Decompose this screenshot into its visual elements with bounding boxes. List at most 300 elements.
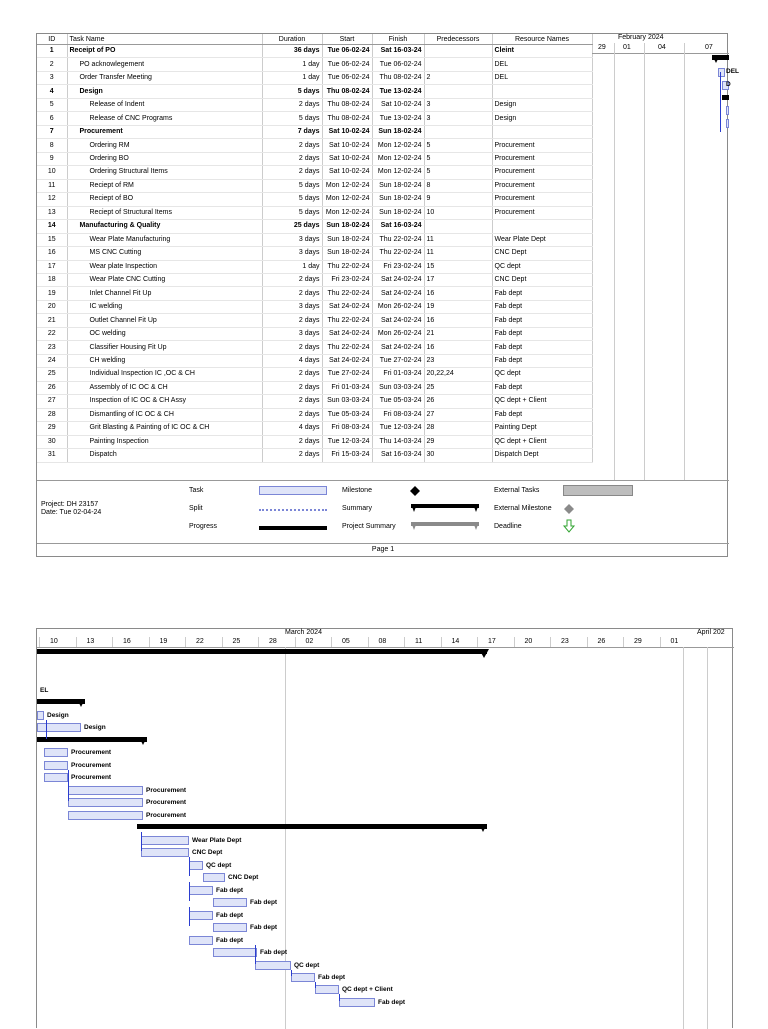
task-start: Sat 24-02-24: [322, 354, 372, 367]
external-milestone-icon: [563, 503, 575, 515]
task-row[interactable]: [37, 247, 592, 260]
task-res: DEL: [492, 58, 592, 71]
task-bar: [189, 886, 213, 895]
task-pred: 25: [424, 381, 492, 394]
task-dur: 5 days: [262, 193, 322, 206]
task-pred: 20,22,24: [424, 368, 492, 381]
task-finish: Mon 26-02-24: [372, 300, 424, 313]
task-pred: 28: [424, 422, 492, 435]
dependency-line: [68, 770, 69, 801]
tick-line: [331, 637, 332, 647]
task-start: Fri 08-03-24: [322, 422, 372, 435]
task-bar: [44, 761, 68, 770]
task-start: Mon 12-02-24: [322, 193, 372, 206]
task-bar-label: Fab dept: [250, 899, 278, 907]
date-label: Date: Tue 02-04-24: [41, 509, 102, 516]
day-tick-label: 07: [705, 44, 713, 51]
task-res: Fab dept: [492, 314, 592, 327]
task-pred: 29: [424, 435, 492, 448]
task-bar: [68, 786, 143, 795]
task-dur: 2 days: [262, 139, 322, 152]
task-res: QC dept + Client: [492, 395, 592, 408]
task-bar: [203, 873, 225, 882]
task-bar: [37, 723, 81, 732]
task-id: 9: [37, 152, 67, 165]
project-summary-bar-icon: [409, 521, 481, 531]
task-row[interactable]: [37, 314, 592, 327]
dependency-line: [315, 982, 316, 988]
gantt-chart-area: [592, 53, 739, 480]
task-dur: 2 days: [262, 341, 322, 354]
tick-line: [550, 637, 551, 647]
dependency-line: [189, 907, 190, 926]
task-dur: 7 days: [262, 125, 322, 138]
task-start: Fri 15-03-24: [322, 449, 372, 462]
summary-bar-end-marker: [139, 737, 147, 745]
task-bar-label: Fab dept: [216, 886, 244, 894]
task-name: Outlet Channel Fit Up: [67, 314, 262, 327]
day-tick-label: 26: [597, 638, 606, 645]
dependency-line: [189, 857, 190, 876]
legend-progress-label: Progress: [189, 523, 218, 530]
task-row[interactable]: [37, 220, 592, 233]
task-start: Mon 12-02-24: [322, 206, 372, 219]
column-header: Task Name: [67, 34, 262, 45]
day-tick-label: 23: [561, 638, 569, 645]
task-res: Fab dept: [492, 341, 592, 354]
task-pred: 10: [424, 206, 492, 219]
task-res: Design: [492, 112, 592, 125]
task-bar: [213, 898, 247, 907]
task-bar: [68, 798, 143, 807]
task-pred: 2: [424, 71, 492, 84]
task-name: Inspection of IC OC & CH Assy: [67, 395, 262, 408]
task-dur: 2 days: [262, 435, 322, 448]
task-dur: 2 days: [262, 381, 322, 394]
task-finish: Thu 08-02-24: [372, 71, 424, 84]
task-pred: 16: [424, 287, 492, 300]
task-finish: Mon 26-02-24: [372, 327, 424, 340]
task-id: 14: [37, 220, 67, 233]
task-start: Sat 24-02-24: [322, 300, 372, 313]
gantt-page-1: [36, 33, 739, 557]
task-bar-label: Design: [84, 724, 106, 732]
task-dur: 2 days: [262, 395, 322, 408]
task-res: QC dept: [492, 260, 592, 273]
task-pred: 30: [424, 449, 492, 462]
task-bar-label: QC dept + Client: [342, 986, 393, 994]
task-name: IC welding: [67, 300, 262, 313]
task-id: 10: [37, 166, 67, 179]
task-pred: 8: [424, 179, 492, 192]
task-bar-label: Fab dept: [250, 924, 278, 932]
column-header: Resource Names: [492, 34, 592, 45]
task-id: 11: [37, 179, 67, 192]
task-start: Sat 10-02-24: [322, 152, 372, 165]
task-pred: 11: [424, 247, 492, 260]
task-dur: 2 days: [262, 152, 322, 165]
day-tick-label: 29: [634, 638, 642, 645]
external-task-swatch: [563, 485, 633, 496]
task-start: Sun 18-02-24: [322, 220, 372, 233]
legend-progress-swatch: [259, 526, 327, 530]
task-finish: Mon 12-02-24: [372, 166, 424, 179]
legend-summary-label: Summary: [342, 505, 372, 512]
legend-external-tasks-label: External Tasks: [494, 487, 540, 494]
task-id: 27: [37, 395, 67, 408]
legend-task-label: Task: [189, 487, 204, 494]
task-name: MS CNC Cutting: [67, 247, 262, 260]
task-row[interactable]: [37, 85, 592, 98]
task-row[interactable]: [37, 233, 592, 246]
task-row[interactable]: [37, 368, 592, 381]
tick-line: [477, 637, 478, 647]
tick-line: [404, 637, 405, 647]
task-name: CH welding: [67, 354, 262, 367]
task-name: Ordering Structural Items: [67, 166, 262, 179]
task-pred: 5: [424, 139, 492, 152]
task-finish: Tue 05-03-24: [372, 395, 424, 408]
task-dur: 5 days: [262, 112, 322, 125]
task-start: Thu 22-02-24: [322, 314, 372, 327]
task-finish: Sat 24-02-24: [372, 341, 424, 354]
task-id: 19: [37, 287, 67, 300]
task-row[interactable]: [37, 112, 592, 125]
task-start: Thu 22-02-24: [322, 341, 372, 354]
task-bar: [255, 961, 291, 970]
task-row[interactable]: [37, 179, 592, 192]
task-start: Thu 08-02-24: [322, 112, 372, 125]
legend-split-swatch: [259, 509, 327, 511]
deadline-arrow-icon: [563, 519, 575, 533]
legend: [37, 480, 729, 544]
gridline: [684, 53, 685, 480]
task-dur: 2 days: [262, 449, 322, 462]
day-tick-label: 10: [50, 638, 58, 645]
task-dur: 3 days: [262, 247, 322, 260]
task-res: Design: [492, 98, 592, 111]
task-row[interactable]: [37, 381, 592, 394]
day-tick-label: 08: [378, 638, 387, 645]
task-bar-label: DEL: [726, 68, 739, 75]
task-row[interactable]: [37, 395, 592, 408]
task-start: Sat 10-02-24: [322, 139, 372, 152]
month-label-april: April 202: [697, 629, 725, 636]
tick-line: [660, 637, 661, 647]
task-name: Dismantling of IC OC & CH: [67, 408, 262, 421]
task-row[interactable]: [37, 422, 592, 435]
task-pred: 11: [424, 233, 492, 246]
task-id: 23: [37, 341, 67, 354]
dependency-line: [339, 994, 340, 1000]
task-finish: Tue 13-02-24: [372, 85, 424, 98]
task-row[interactable]: [37, 300, 592, 313]
day-tick-label: 02: [305, 638, 314, 645]
task-row[interactable]: [37, 327, 592, 340]
task-bar-label: Procurement: [146, 786, 187, 794]
task-row[interactable]: [37, 71, 592, 84]
task-bar-label: Fab dept: [260, 949, 288, 957]
task-id: 29: [37, 422, 67, 435]
task-start: Sat 24-02-24: [322, 327, 372, 340]
task-name: Release of CNC Programs: [67, 112, 262, 125]
task-finish: Thu 22-02-24: [372, 247, 424, 260]
task-name: Grit Blasting & Painting of IC OC & CH: [67, 422, 262, 435]
task-name: Individual Inspection IC ,OC & CH: [67, 368, 262, 381]
task-row[interactable]: [37, 341, 592, 354]
task-row[interactable]: [37, 98, 592, 111]
task-pred: 27: [424, 408, 492, 421]
month-divider: [285, 647, 286, 1029]
task-row[interactable]: [37, 45, 592, 58]
summary-bar: [722, 95, 729, 100]
day-tick-label: 01: [670, 638, 679, 645]
task-name: Reciept of Structural Items: [67, 206, 262, 219]
task-row[interactable]: [37, 152, 592, 165]
task-dur: 2 days: [262, 166, 322, 179]
tick-line: [623, 637, 624, 647]
task-id: 30: [37, 435, 67, 448]
month-divider: [707, 647, 708, 1029]
task-row[interactable]: [37, 273, 592, 286]
task-pred: 5: [424, 166, 492, 179]
task-res: Painting Dept: [492, 422, 592, 435]
task-start: Tue 06-02-24: [322, 58, 372, 71]
task-name: Release of Indent: [67, 98, 262, 111]
task-row[interactable]: [37, 58, 592, 71]
task-start: Tue 05-03-24: [322, 408, 372, 421]
task-dur: 4 days: [262, 422, 322, 435]
task-row[interactable]: [37, 408, 592, 421]
task-name: Design: [67, 85, 262, 98]
task-dur: 25 days: [262, 220, 322, 233]
task-dur: 5 days: [262, 179, 322, 192]
task-bar: [68, 811, 143, 820]
task-id: 21: [37, 314, 67, 327]
task-name: Manufacturing & Quality: [67, 220, 262, 233]
task-id: 18: [37, 273, 67, 286]
task-bar: [291, 973, 315, 982]
task-start: Thu 08-02-24: [322, 85, 372, 98]
tick-line: [258, 637, 259, 647]
legend-deadline-label: Deadline: [494, 523, 522, 530]
task-bar-label: Wear Plate Dept: [192, 836, 242, 844]
dependency-line: [141, 832, 142, 851]
day-tick-label: 22: [196, 638, 204, 645]
task-finish: Sun 18-02-24: [372, 193, 424, 206]
day-tick-label: 17: [488, 638, 496, 645]
day-tick-label: 05: [342, 638, 350, 645]
task-id: 4: [37, 85, 67, 98]
task-dur: 5 days: [262, 206, 322, 219]
task-start: Tue 06-02-24: [322, 45, 372, 58]
task-dur: 5 days: [262, 85, 322, 98]
task-id: 25: [37, 368, 67, 381]
task-id: 1: [37, 45, 67, 58]
task-name: Wear Plate Manufacturing: [67, 233, 262, 246]
task-res: QC dept: [492, 368, 592, 381]
task-bar: [726, 106, 729, 115]
task-bar: [726, 119, 729, 128]
task-id: 13: [37, 206, 67, 219]
day-tick-label: 14: [451, 638, 460, 645]
task-bar-label: Procurement: [71, 774, 112, 782]
legend-task-swatch: [259, 486, 327, 495]
tick-line: [514, 637, 515, 647]
task-row[interactable]: [37, 435, 592, 448]
task-name: Classifier Housing Fit Up: [67, 341, 262, 354]
task-bar: [189, 911, 213, 920]
task-bar: [213, 923, 247, 932]
task-finish: Sun 18-02-24: [372, 179, 424, 192]
task-finish: Tue 27-02-24: [372, 354, 424, 367]
task-name: OC welding: [67, 327, 262, 340]
day-tick-label: 11: [415, 638, 423, 645]
day-tick-label: 19: [159, 638, 168, 645]
task-bar-label: Procurement: [71, 749, 112, 757]
task-bar-label: QC dept: [206, 861, 232, 869]
task-bar-label: Fab dept: [378, 998, 406, 1006]
task-pred: 3: [424, 112, 492, 125]
task-res: Fab dept: [492, 381, 592, 394]
task-finish: Sat 24-02-24: [372, 273, 424, 286]
day-tick-label: 20: [524, 638, 533, 645]
task-dur: 2 days: [262, 314, 322, 327]
task-dur: 1 day: [262, 58, 322, 71]
task-dur: 1 day: [262, 71, 322, 84]
task-dur: 3 days: [262, 233, 322, 246]
task-bar-label: Procurement: [146, 799, 187, 807]
task-finish: Sat 16-03-24: [372, 45, 424, 58]
tick-line: [368, 637, 369, 647]
task-bar-label: Fab dept: [318, 974, 346, 981]
task-name: PO acknowlegement: [67, 58, 262, 71]
gantt-timescale-month: [592, 34, 729, 43]
task-name: Inlet Channel Fit Up: [67, 287, 262, 300]
summary-bar-icon: [409, 503, 481, 513]
task-bar: [141, 848, 189, 857]
day-tick-label: 28: [269, 638, 277, 645]
day-tick-label: 04: [658, 44, 666, 51]
task-pred: 17: [424, 273, 492, 286]
gantt-page-2: [36, 628, 733, 1028]
task-name: Ordering RM: [67, 139, 262, 152]
column-header: Predecessors: [424, 34, 492, 45]
summary-bar-start-marker: [712, 55, 720, 63]
task-start: Thu 08-02-24: [322, 98, 372, 111]
task-finish: Sat 24-02-24: [372, 287, 424, 300]
task-start: Sun 18-02-24: [322, 233, 372, 246]
task-row[interactable]: [37, 166, 592, 179]
day-tick-label: 13: [86, 638, 95, 645]
task-row[interactable]: [37, 139, 592, 152]
month-divider: [683, 647, 684, 1029]
milestone-diamond-icon: [409, 485, 421, 497]
task-row[interactable]: [37, 206, 592, 219]
dependency-line: [255, 945, 256, 964]
task-finish: Fri 23-02-24: [372, 260, 424, 273]
task-res: CNC Dept: [492, 247, 592, 260]
column-header: ID: [37, 34, 67, 45]
dependency-line: [291, 970, 292, 976]
task-start: Sat 10-02-24: [322, 166, 372, 179]
task-bar: [189, 861, 203, 870]
task-res: Procurement: [492, 166, 592, 179]
task-name: Dispatch: [67, 449, 262, 462]
task-row[interactable]: [37, 449, 592, 462]
task-id: 12: [37, 193, 67, 206]
task-row[interactable]: [37, 354, 592, 367]
legend-milestone-label: Milestone: [342, 487, 372, 494]
tick-line: [112, 637, 113, 647]
summary-bar-end-marker: [77, 699, 85, 707]
task-row[interactable]: [37, 193, 592, 206]
task-pred: 26: [424, 395, 492, 408]
task-id: 22: [37, 327, 67, 340]
task-finish: Sat 24-02-24: [372, 314, 424, 327]
task-start: Fri 01-03-24: [322, 381, 372, 394]
legend-external-milestone-label: External Milestone: [494, 505, 552, 512]
task-finish: Sat 16-03-24: [372, 220, 424, 233]
task-bar-label: EL: [40, 686, 49, 694]
tick-line: [441, 637, 442, 647]
task-row[interactable]: [37, 125, 592, 138]
tick-line: [149, 637, 150, 647]
gantt2-chart-area: [37, 647, 734, 1029]
task-bar: [37, 711, 44, 720]
task-res: [492, 125, 592, 138]
task-row[interactable]: [37, 260, 592, 273]
summary-bar: [137, 824, 487, 829]
task-id: 24: [37, 354, 67, 367]
task-bar-label: CNC Dept: [228, 874, 259, 882]
task-res: QC dept + Client: [492, 435, 592, 448]
dependency-line: [189, 882, 190, 901]
page-footer: Page 1: [371, 546, 395, 553]
task-start: Fri 23-02-24: [322, 273, 372, 286]
task-res: Procurement: [492, 193, 592, 206]
day-tick-label: 29: [598, 44, 606, 51]
task-pred: 16: [424, 314, 492, 327]
task-row[interactable]: [37, 287, 592, 300]
task-pred: 23: [424, 354, 492, 367]
task-id: 7: [37, 125, 67, 138]
task-finish: Tue 13-02-24: [372, 112, 424, 125]
task-start: Sat 10-02-24: [322, 125, 372, 138]
task-res: Fab dept: [492, 408, 592, 421]
task-finish: Sat 16-03-24: [372, 449, 424, 462]
task-start: Sun 03-03-24: [322, 395, 372, 408]
task-bar: [339, 998, 375, 1007]
task-name: Assembly of IC OC & CH: [67, 381, 262, 394]
task-finish: Sun 18-02-24: [372, 206, 424, 219]
task-dur: 2 days: [262, 408, 322, 421]
task-finish: Thu 22-02-24: [372, 233, 424, 246]
task-bar-label: CNC Dept: [192, 849, 223, 857]
task-bar: [189, 936, 213, 945]
column-header: Start: [322, 34, 372, 45]
task-id: 5: [37, 98, 67, 111]
task-bar-label: Procurement: [71, 761, 112, 769]
task-start: Thu 22-02-24: [322, 287, 372, 300]
task-finish: Mon 12-02-24: [372, 152, 424, 165]
task-id: 31: [37, 449, 67, 462]
task-pred: [424, 45, 492, 58]
task-bar-label: D: [726, 81, 731, 88]
task-res: Cleint: [492, 45, 592, 58]
task-pred: 21: [424, 327, 492, 340]
dependency-line: [720, 72, 721, 132]
